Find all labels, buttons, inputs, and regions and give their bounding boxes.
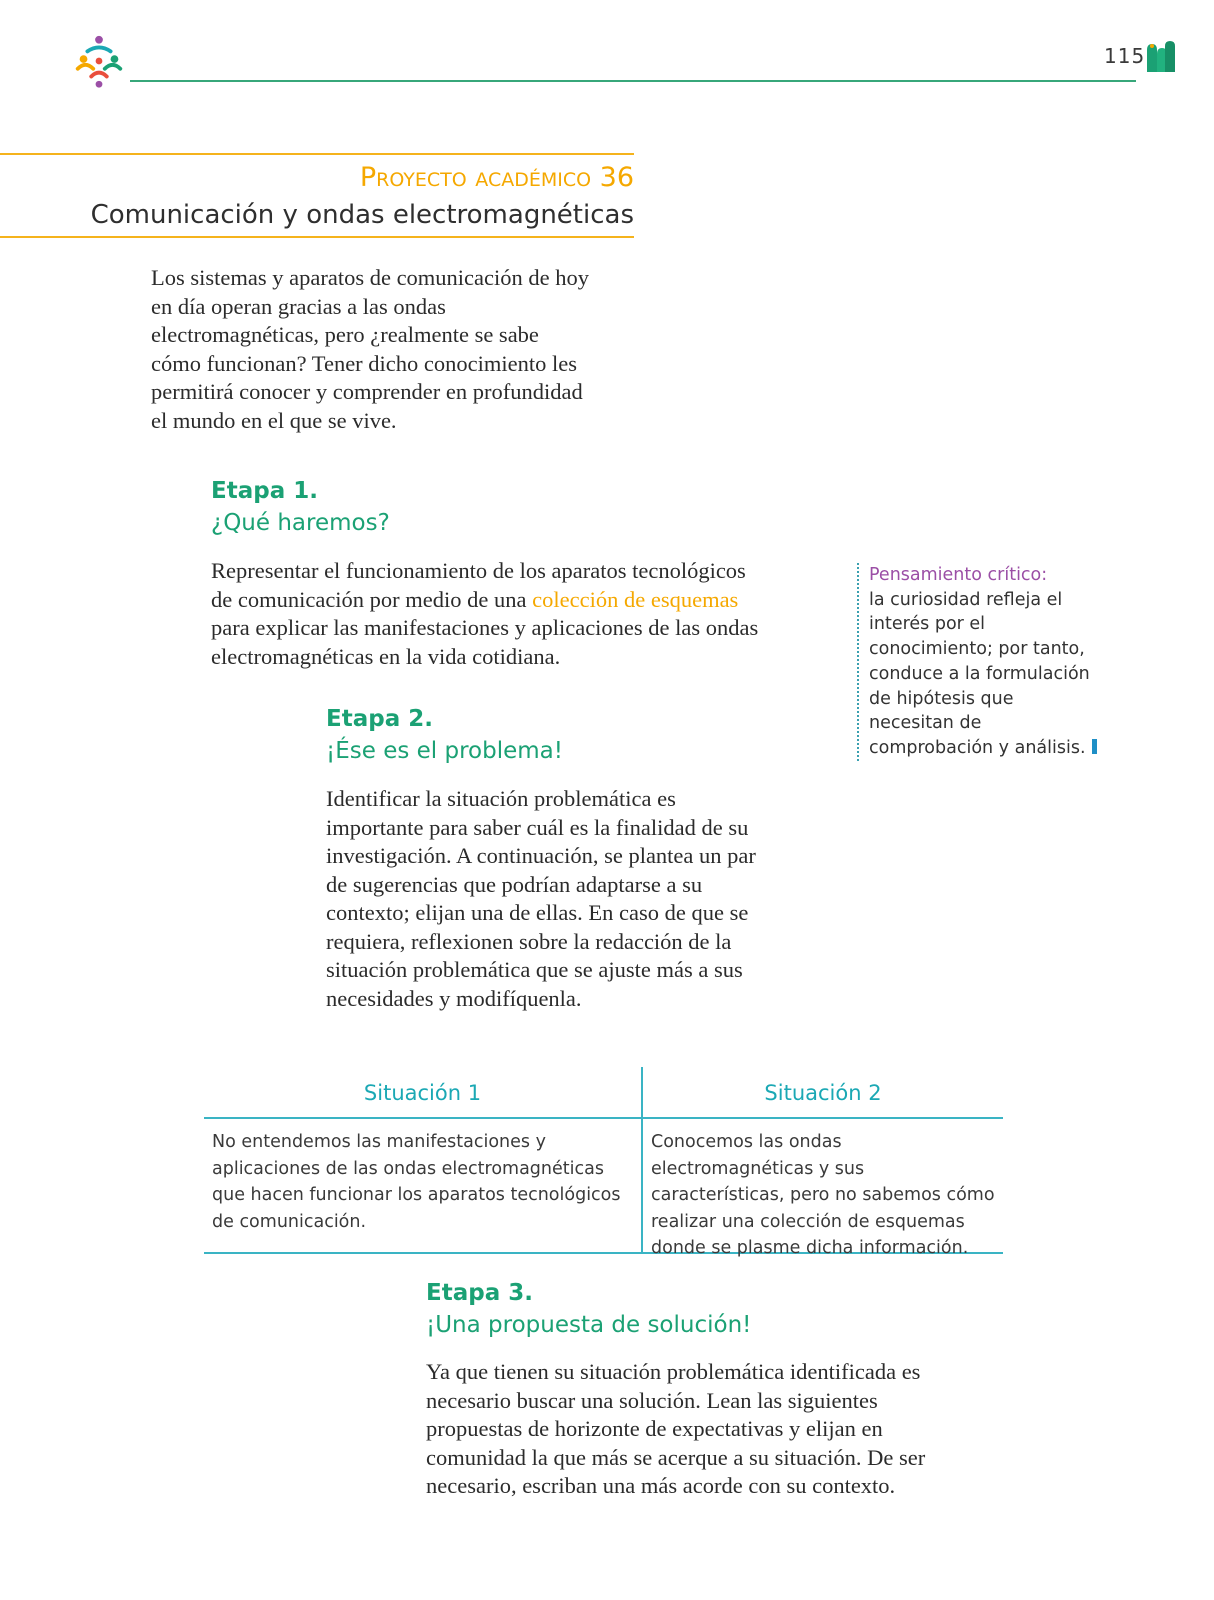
title-rule-top	[0, 153, 634, 155]
sidebar-text: la curiosidad refleja el interés por el conocimiento; por tanto, conduce a la formulación de hipótesis que necesitan de comprobación y análisis.	[869, 589, 1090, 758]
stage-1-heading	[211, 476, 390, 540]
stage-1-text-before: Representar el funcionamiento de los aparatos tecnológicos de comunicación por medio de una	[211, 558, 746, 612]
stage-1-title: ¿Qué haremos?	[211, 510, 390, 536]
stage-2-title: ¡Ése es el problema!	[326, 738, 563, 764]
table-header-rule	[204, 1117, 1003, 1119]
stage-1-text-after: para explicar las manifestaciones y aplicaciones de las ondas electromagnéticas en la vida cotidiana.	[211, 615, 759, 669]
glossary-link[interactable]: colección de esquemas	[532, 586, 739, 612]
intro-paragraph: Los sistemas y aparatos de comunicación de hoy en día operan gracias a las ondas electromagnéticas, pero ¿realmente se sabe cómo funcionan? Tener dicho conocimiento les permitirá conocer y comprender en profundidad el mundo en el que se vive.	[151, 265, 590, 433]
page-number: 115	[1104, 44, 1146, 68]
colored-people-logo-icon	[70, 32, 128, 90]
situation-1-header: Situación 1	[363, 1081, 482, 1105]
stage-1-paragraph	[211, 557, 771, 671]
title-rule-bottom	[0, 236, 634, 238]
stage-2-paragraph: Identificar la situación problemática es importante para saber cuál es la finalidad de su investigación. A continuación, se plantea un par de sugerencias que podrían adaptarse a su contexto; elijan una de ellas. En caso de que se requiera, reflexionen sobre la redacción de la situación problemática que se ajuste más a sus necesidades y modifíquenla.	[326, 786, 756, 1011]
stage-2-heading	[326, 704, 563, 768]
stage-2-label: Etapa 2.	[326, 706, 433, 732]
situation-1-text: No entendemos las manifestaciones y aplicaciones de las ondas electromagnéticas que hacen funcionar los aparatos tecnológicos de comunicación.	[212, 1132, 621, 1232]
situations-table	[204, 1067, 1003, 1258]
critical-thinking-sidebar	[857, 563, 1099, 761]
project-subtitle: Comunicación y ondas electromagnéticas	[90, 200, 634, 230]
stage-3-heading	[426, 1278, 751, 1342]
stage-3-title: ¡Una propuesta de solución!	[426, 1312, 752, 1338]
end-mark-icon	[1092, 739, 1097, 754]
header-rule	[130, 80, 1136, 82]
cacti-icon	[1141, 38, 1177, 74]
situation-2-text: Conocemos las ondas electromagnéticas y sus características, pero no sabemos cómo realizar una colección de esquemas donde se plasme dicha información.	[651, 1132, 995, 1258]
situation-2-header: Situación 2	[764, 1081, 882, 1105]
stage-3-label: Etapa 3.	[426, 1280, 533, 1306]
stage-1-label: Etapa 1.	[211, 478, 318, 504]
sidebar-heading: Pensamiento crítico:	[869, 565, 1048, 585]
stage-3-paragraph: Ya que tienen su situación problemática identificada es necesario buscar una solución. Lean las siguientes propuestas de horizonte de expectativas y elijan en comunidad la que más se acerque a su situación. De ser necesario, escriban una más acorde con su contexto.	[426, 1359, 926, 1498]
project-title: Proyecto académico 36	[359, 162, 634, 193]
